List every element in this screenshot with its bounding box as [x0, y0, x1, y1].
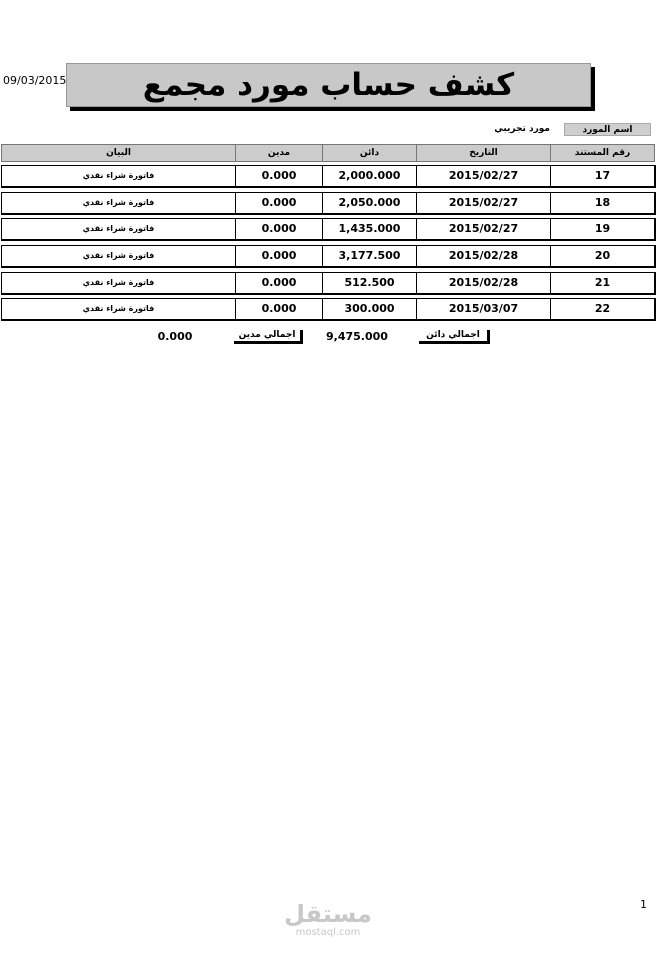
cell-description: فاتورة شراء نقدي: [82, 224, 155, 233]
total-credit-value: 9,475.000: [326, 330, 388, 343]
cell-doc-no: 18: [550, 193, 654, 213]
cell-credit: 512.500: [322, 273, 416, 293]
cell-date: 2015/02/28: [416, 273, 550, 293]
cell-date: 2015/03/07: [416, 299, 550, 319]
print-date: 09/03/2015: [3, 74, 67, 87]
table-row: [1, 298, 656, 321]
table-row: [1, 165, 656, 188]
cell-date: 2015/02/28: [416, 246, 550, 266]
cell-description: فاتورة شراء نقدي: [82, 251, 155, 260]
cell-debit: 0.000: [235, 193, 322, 213]
watermark-logo: [283, 901, 373, 939]
cell-credit: 2,000.000: [322, 166, 416, 186]
header-description: البيان: [106, 148, 131, 158]
watermark-latin: mostaql.com: [295, 927, 361, 938]
cell-doc-no: 17: [550, 166, 654, 186]
total-debit-label: اجمالي مدين: [234, 330, 303, 344]
table-header: [1, 144, 655, 162]
supplier-name-label: اسم المورد: [564, 123, 651, 136]
cell-doc-no: 19: [550, 219, 654, 239]
total-debit-value: 0.000: [157, 330, 193, 343]
cell-debit: 0.000: [235, 246, 322, 266]
cell-description: فاتورة شراء نقدي: [82, 171, 155, 180]
cell-description: فاتورة شراء نقدي: [82, 304, 155, 313]
cell-description: فاتورة شراء نقدي: [82, 278, 155, 287]
table-row: [1, 245, 656, 268]
report-title: كشف حساب مورد مجمع: [66, 63, 591, 107]
header-doc-no: رقم المستند: [550, 145, 654, 161]
cell-doc-no: 20: [550, 246, 654, 266]
cell-doc-no: 22: [550, 299, 654, 319]
cell-credit: 2,050.000: [322, 193, 416, 213]
total-credit-label: اجمالي دائن: [419, 330, 490, 344]
table-row: [1, 192, 656, 215]
header-debit: مدين: [235, 145, 322, 161]
cell-credit: 1,435.000: [322, 219, 416, 239]
cell-debit: 0.000: [235, 299, 322, 319]
table-row: [1, 272, 656, 295]
page-number: 1: [640, 898, 647, 911]
header-credit: دائن: [322, 145, 416, 161]
cell-doc-no: 21: [550, 273, 654, 293]
cell-credit: 300.000: [322, 299, 416, 319]
cell-debit: 0.000: [235, 166, 322, 186]
table-row: [1, 218, 656, 241]
cell-date: 2015/02/27: [416, 193, 550, 213]
supplier-name-value: مورد تجريبي: [494, 124, 550, 134]
cell-description: فاتورة شراء نقدي: [82, 198, 155, 207]
cell-credit: 3,177.500: [322, 246, 416, 266]
cell-date: 2015/02/27: [416, 166, 550, 186]
cell-debit: 0.000: [235, 273, 322, 293]
cell-debit: 0.000: [235, 219, 322, 239]
header-date: التاريخ: [416, 145, 550, 161]
watermark-arabic: مستقل: [284, 900, 372, 928]
cell-date: 2015/02/27: [416, 219, 550, 239]
